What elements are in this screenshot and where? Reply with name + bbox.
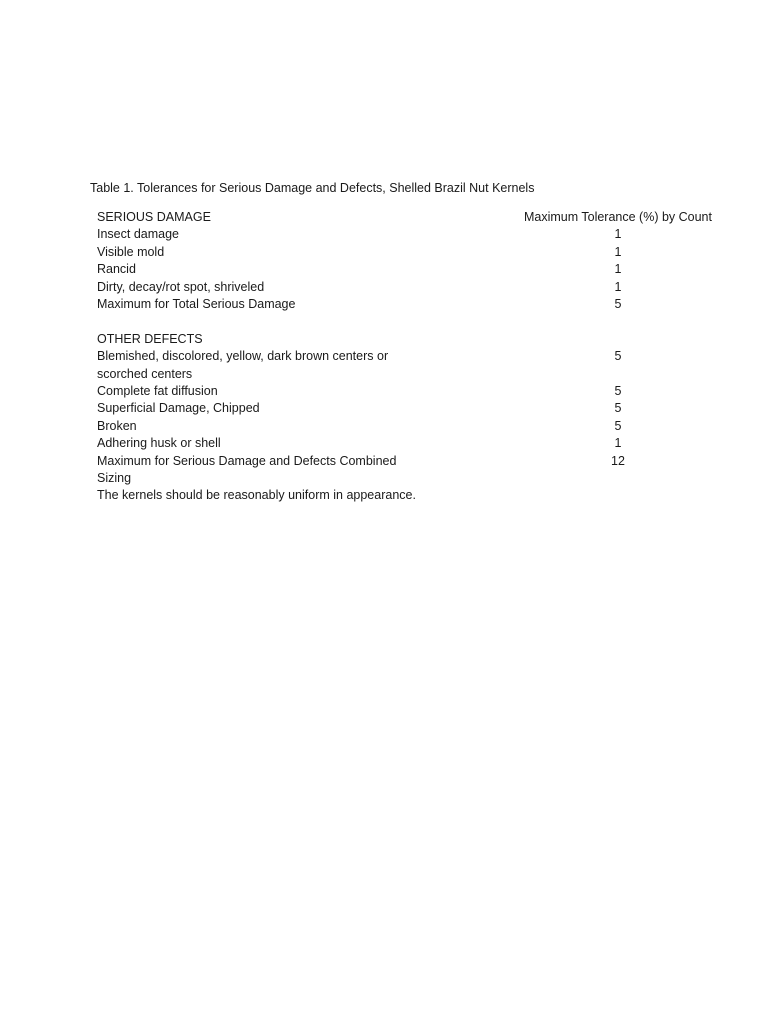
tolerance-table	[97, 209, 712, 505]
table-row	[97, 244, 712, 261]
table-header-row	[97, 209, 712, 226]
row-label: Maximum for Total Serious Damage	[97, 297, 296, 312]
table-row	[97, 348, 712, 365]
table-row-total	[97, 296, 712, 313]
table-row	[97, 279, 712, 296]
row-label: Insect damage	[97, 227, 179, 242]
table-caption: Table 1. Tolerances for Serious Damage and Defects, Shelled Brazil Nut Kernels	[90, 181, 535, 195]
section-heading-other-defects: OTHER DEFECTS	[97, 331, 203, 346]
row-label: Adhering husk or shell	[97, 436, 221, 451]
row-value: 1	[614, 227, 622, 242]
row-value: 5	[614, 401, 622, 416]
row-value: 12	[611, 453, 625, 468]
row-label: Maximum for Serious Damage and Defects Combined	[97, 453, 397, 468]
section-heading-row	[97, 470, 712, 487]
column-header-max-tolerance: Maximum Tolerance (%) by Count	[523, 210, 712, 224]
row-label: Dirty, decay/rot spot, shriveled	[97, 279, 265, 294]
row-label: Rancid	[97, 262, 136, 277]
row-label: Superficial Damage, Chipped	[97, 401, 260, 416]
section-heading-serious-damage: SERIOUS DAMAGE	[97, 210, 211, 224]
sizing-note-row	[97, 487, 712, 504]
row-value: 1	[614, 244, 622, 259]
section-heading-sizing: Sizing	[97, 471, 132, 486]
row-label: Blemished, discolored, yellow, dark brown centers or	[97, 349, 389, 364]
row-value: 1	[614, 279, 622, 294]
row-value: 5	[614, 384, 622, 399]
row-label-continuation: scorched centers	[97, 366, 193, 381]
row-value: 5	[614, 297, 622, 312]
sizing-note: The kernels should be reasonably uniform in appearance.	[97, 488, 416, 503]
spacer-row	[97, 313, 712, 330]
table-row	[97, 261, 712, 278]
table-row	[97, 226, 712, 243]
row-value: 5	[614, 418, 622, 433]
row-label: Complete fat diffusion	[97, 384, 218, 399]
row-value: 5	[614, 349, 622, 364]
row-value: 1	[614, 262, 622, 277]
table-row	[97, 418, 712, 435]
table-row	[97, 400, 712, 417]
table-row	[97, 435, 712, 452]
row-value: 1	[614, 436, 622, 451]
row-label: Visible mold	[97, 244, 165, 259]
row-label: Broken	[97, 418, 137, 433]
table-row-total	[97, 453, 712, 470]
table-row	[97, 383, 712, 400]
table-row-continuation	[97, 366, 712, 383]
section-heading-row	[97, 331, 712, 348]
